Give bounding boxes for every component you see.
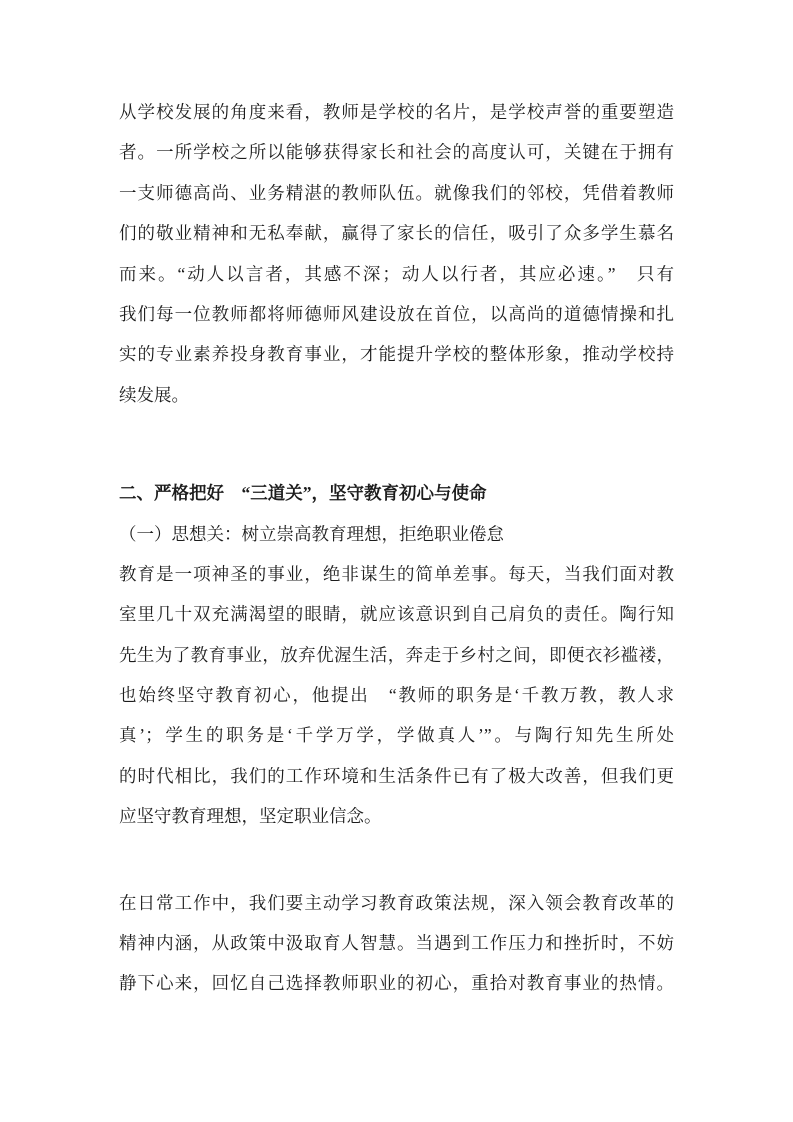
paragraph-3-line: 精神内涵，从政策中汲取育人智慧。当遇到工作压力和挫折时，不妨 — [119, 933, 674, 954]
paragraph-2-line: 真’；学生的职务是‘千学万学，学做真人’”。与陶行知先生所处 — [119, 725, 674, 746]
subsection-heading: （一）思想关：树立崇高教育理想，拒绝职业倦怠 — [119, 523, 504, 544]
paragraph-1 — [119, 92, 674, 415]
subsection-heading-block — [119, 514, 674, 554]
paragraph-1-line: 们的敬业精神和无私奉献，赢得了家长的信任，吸引了众多学生慕名 — [119, 223, 674, 244]
paragraph-2-line: 也始终坚守教育初心，他提出 “教师的职务是‘千教万教，教人求 — [119, 685, 674, 706]
paragraph-2-line: 室里几十双充满渴望的眼睛，就应该意识到自己肩负的责任。陶行知 — [119, 604, 674, 625]
paragraph-2-line: 的时代相比，我们的工作环境和生活条件已有了极大改善，但我们更 — [119, 765, 674, 786]
paragraph-1-line: 我们每一位教师都将师德师风建设放在首位，以高尚的道德情操和扎 — [119, 303, 674, 324]
paragraph-1-line: 续发展。 — [119, 384, 189, 405]
paragraph-3-line: 在日常工作中，我们要主动学习教育政策法规，深入领会教育改革的 — [119, 892, 674, 913]
paragraph-1-line: 从学校发展的角度来看，教师是学校的名片，是学校声誉的重要塑造 — [119, 102, 674, 122]
paragraph-1-line: 而来。“动人以言者，其感不深；动人以行者，其应必速。” 只有 — [119, 263, 674, 284]
section-heading: 二、严格把好 “三道关”，坚守教育初心与使命 — [119, 483, 487, 504]
paragraph-3-line: 静下心来，回忆自己选择教师职业的初心，重拾对教育事业的热情。 — [119, 973, 674, 994]
paragraph-2-line: 教育是一项神圣的事业，绝非谋生的简单差事。每天，当我们面对教 — [119, 563, 674, 584]
paragraph-1-line: 实的专业素养投身教育事业，才能提升学校的整体形象，推动学校持 — [119, 344, 674, 365]
paragraph-2-line: 应坚守教育理想，坚定职业信念。 — [119, 806, 382, 827]
section-heading-block — [119, 473, 674, 513]
paragraph-1-line: 一支师德高尚、业务精湛的教师队伍。就像我们的邻校，凭借着教师 — [119, 182, 674, 203]
paragraph-1-line: 者。一所学校之所以能够获得家长和社会的高度认可，关键在于拥有 — [119, 142, 674, 163]
document-content — [119, 0, 674, 1004]
paragraph-2 — [119, 554, 674, 837]
paragraph-2-line: 先生为了教育事业，放弃优渥生活，奔走于乡村之间，即便衣衫褴褛， — [119, 644, 674, 665]
paragraph-3 — [119, 883, 674, 1004]
